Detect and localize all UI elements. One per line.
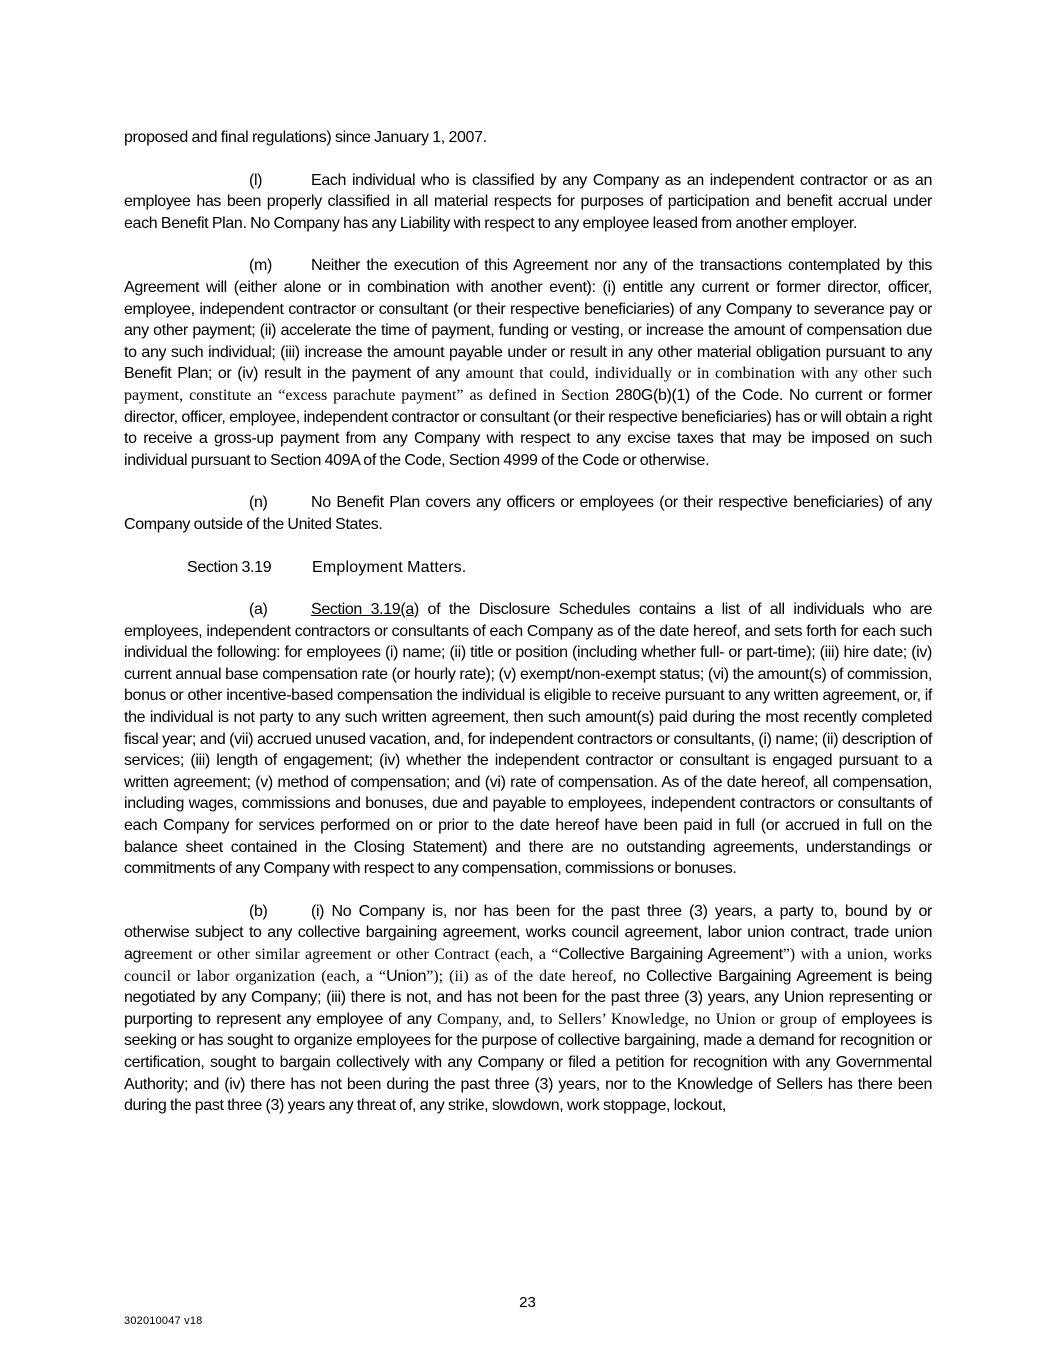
paragraph-text-serif: ”) with a union, works council or labor organization (each, a “ — [124, 946, 933, 985]
document-body — [124, 127, 932, 1138]
paragraph-l — [124, 170, 932, 235]
paragraph-text-serif: ”); (ii) as of the date hereof, — [426, 967, 617, 985]
paragraph-text: Each individual who is classified by any Company as an independent contractor or as an employee has been properly classified in all material respects for purposes of participation and benefit accrual under each Benefit Plan. No Company has any Liability with respect to any employee leased from another employer. — [124, 171, 932, 232]
paragraph-text: Neither the execution of this Agreement nor any of the transactions contemplated by this Agreement will (either alone or in combination with another event): (i) entitle any current or former director, officer, employee, independent contractor or consultant (or their respective beneficiaries) of any Company to severance pay or any other payment; (ii) accelerate the time of payment, funding or vesting, or increase the amount of compensation due to any such individual; (iii) increase the amount payable under or result in any other material obligation pursuant to any Benefit Plan; or (iv) result in the payment of any — [124, 257, 932, 383]
paragraph-label: (n) — [249, 494, 268, 512]
paragraph-b — [124, 901, 932, 1117]
defined-term: Union — [386, 967, 427, 985]
section-heading — [124, 557, 932, 579]
paragraph-text: 280G(b)(1) of the Code. No current or former director, officer, employee, independent contractor or consultant (or their respective beneficiaries) has or will obtain a right to receive a gross-up payment from any Company with respect to any excise taxes that may be imposed on such individual pursuant to Section 409A of the Code, Section 4999 of the Code or otherwise. — [124, 386, 932, 469]
document-id: 302010047 v18 — [124, 1315, 203, 1327]
paragraph-n — [124, 492, 932, 535]
continuation-paragraph: proposed and final regulations) since January 1, 2007. — [124, 129, 487, 146]
paragraph-label: (a) — [249, 601, 268, 619]
paragraph-text-serif: Company, and, to Sellers’ Knowledge, no Union or group of — [436, 1010, 836, 1028]
paragraph-text-serif: amount that could, individually or in combination with any other such payment, constitute an “excess parachute payment” as defined in Section — [124, 365, 932, 404]
paragraph-text: (i) No Company is, nor has been for the past three (3) years, a party to, bound by or otherwise subject to any collective bargaining agreement, works council agreement, labor union contract, trade union ag — [124, 902, 932, 963]
paragraph-text: No Benefit Plan covers any officers or employees (or their respective beneficiaries) of any Company outside of the United States. — [124, 494, 932, 533]
paragraph-label: (l) — [249, 171, 263, 189]
defined-term: Collective Bargaining Agreement — [558, 946, 783, 963]
section-reference-link[interactable]: Section 3.19(a) — [311, 601, 419, 619]
paragraph-text: employees is seeking or has sought to organize employees for the purpose of collective bargaining, made a demand for recognition or certification, sought to bargain collectively with any Company or filed a petition for recognition with any Governmental Authority; and (iv) there has not been during the past three (3) years, nor to the Knowledge of Sellers has there been during the past three (3) years any threat of, any strike, slowdown, work stoppage, lockout, — [124, 1010, 932, 1115]
paragraph-text: no Collective Bargaining Agreement is being negotiated by any Company; (iii) there is not, and has not been for the past three (3) years, any Union representing or purporting to represent any employee of any — [124, 967, 932, 1028]
page-number: 23 — [519, 1294, 536, 1311]
section-title: Employment Matters. — [312, 558, 467, 576]
paragraph-text-serif: reement or other similar agreement or other Contract (each, a “ — [141, 946, 559, 963]
paragraph-m — [124, 255, 932, 471]
paragraph-label: (b) — [249, 902, 268, 920]
paragraph-label: (m) — [249, 257, 272, 275]
section-number: Section 3.19 — [187, 558, 272, 576]
paragraph-a — [124, 599, 932, 880]
paragraph-text: of the Disclosure Schedules contains a list of all individuals who are employees, independent contractors or consultants of each Company as of the date hereof, and sets forth for each such individual the following: for employees (i) name; (ii) title or position (including whether full- or part-time); (iii) hire date; (iv) current annual base compensation rate (or hourly rate); (v) exempt/non-exempt status; (vi) the amount(s) of commission, bonus or other incentive-based compensation the individual is eligible to receive pursuant to any written agreement, or, if the individual is not party to any such written agreement, then such amount(s) paid during the most recently completed fiscal year; and (vii) accrued unused vacation, and, for independent contractors or consultants, (i) name; (ii) description of services; (iii) length of engagement; (iv) whether the independent contractor or consultant is engaged pursuant to a written agreement; (v) method of compensation; and (vi) rate of compensation. As of the date hereof, all compensation, including wages, commissions and bonuses, due and payable to employees, independent contractors or consultants of each Company for services performed on or prior to the date hereof have been paid in full (or accrued in full on the balance sheet contained in the Closing Statement) and there are no outstanding agreements, understandings or commitments of any Company with respect to any compensation, commissions or bonuses. — [124, 601, 932, 878]
